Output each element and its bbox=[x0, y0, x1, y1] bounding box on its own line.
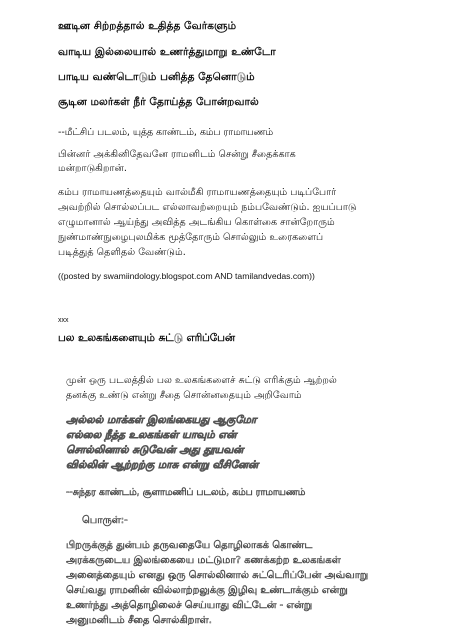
verse-line: பாடிய வண்டொடும் பனித்த தேனொடும் bbox=[58, 71, 255, 83]
paragraph-line: படித்துத் தெளிதல் வேண்டும். bbox=[58, 247, 186, 258]
verse-line: அல்லல் மாக்கள் இலங்கையது ஆகுமோ bbox=[66, 414, 257, 426]
verse-source: --சுந்தர காண்டம், சூளாமணிப் படலம், கம்ப ராமாயணம் bbox=[66, 487, 306, 498]
paragraph-line: எழுமானால் ஆய்ந்து அவித்த அடங்கிய கொள்கை சான்றோரும் bbox=[58, 217, 335, 228]
credit-line: ((posted by swamiindology.blogspot.com AND tamilandvedas.com)) bbox=[58, 271, 315, 281]
section-heading: பல உலகங்களையும் சுட்டு எரிப்பேன் bbox=[58, 332, 235, 344]
separator: xxx bbox=[58, 317, 69, 324]
meaning-line: செய்வது ராமனின் வில்லாற்றலுக்கு இழிவு உண்டாக்கும் என்று bbox=[66, 585, 348, 596]
verse-line: சூடின மலர்கள் நீர் தோய்த்த போன்றவால் bbox=[58, 96, 259, 108]
meaning-line: அனுமனிடம் சீதை சொல்கிறாள். bbox=[66, 615, 212, 626]
meaning-label: பொருள்:- bbox=[82, 515, 128, 526]
verse-line: சொல்லினால் சுடுவேன் அது தூயவன் bbox=[66, 444, 244, 456]
intro-line: முன் ஒரு படலத்தில் பல உலகங்களைச் சுட்டு எரிக்கும் ஆற்றல் bbox=[66, 375, 337, 386]
verse-line: ஊடின சிற்றத்தால் உதித்த வேர்களும் bbox=[58, 20, 237, 32]
intro-line: தனக்கு உண்டு என்று சீதை சொன்னதையும் அறிவோம் bbox=[66, 390, 302, 401]
meaning-line: பிறருக்குத் துன்பம் தருவதையே தொழிலாகக் கொண்ட bbox=[66, 540, 313, 551]
verse-line: வாடிய இல்லையால் உணர்த்துமாறு உண்டோ bbox=[58, 46, 276, 58]
paragraph-line: கம்ப ராமாயணத்தையும் வால்மீகி ராமாயணத்தையும் படிப்போர் bbox=[58, 187, 337, 198]
verse-source: --மீட்சிப் படலம், யுத்த காண்டம், கம்ப ராமாயணம் bbox=[58, 127, 274, 138]
verse-line: எல்லை நீத்த உலகங்கள் யாவும் என் bbox=[66, 429, 237, 441]
paragraph-line: நுண்மாண்நுழைபுலமிக்க மூத்தோரும் சொல்லும் உரைகளைப் bbox=[58, 232, 324, 243]
paragraph-line: பின்னர் அக்கினிதேவனே ராமனிடம் சென்று சீதைக்காக bbox=[58, 149, 296, 160]
meaning-line: அரக்கருடைய இலங்கையை மட்டுமா? கணக்கற்ற உலகங்கள் bbox=[66, 555, 341, 566]
paragraph-line: மன்றாடுகிறான். bbox=[58, 163, 127, 174]
paragraph-line: அவற்றில் சொல்லப்பட எல்லாவற்றையும் நம்பவேண்டும். ஐயப்பாடு bbox=[58, 202, 357, 213]
verse-line: வில்லின் ஆற்றற்கு மாசு என்று வீசினேன் bbox=[66, 459, 259, 471]
meaning-line: உணர்ந்து அத்தொழிலைச் செய்யாது விட்டேன் - என்று bbox=[66, 600, 313, 611]
meaning-line: அனைத்தையும் எனது ஒரு சொல்லினால் சுட்டெரிப்பேன் அவ்வாறு bbox=[66, 570, 369, 581]
